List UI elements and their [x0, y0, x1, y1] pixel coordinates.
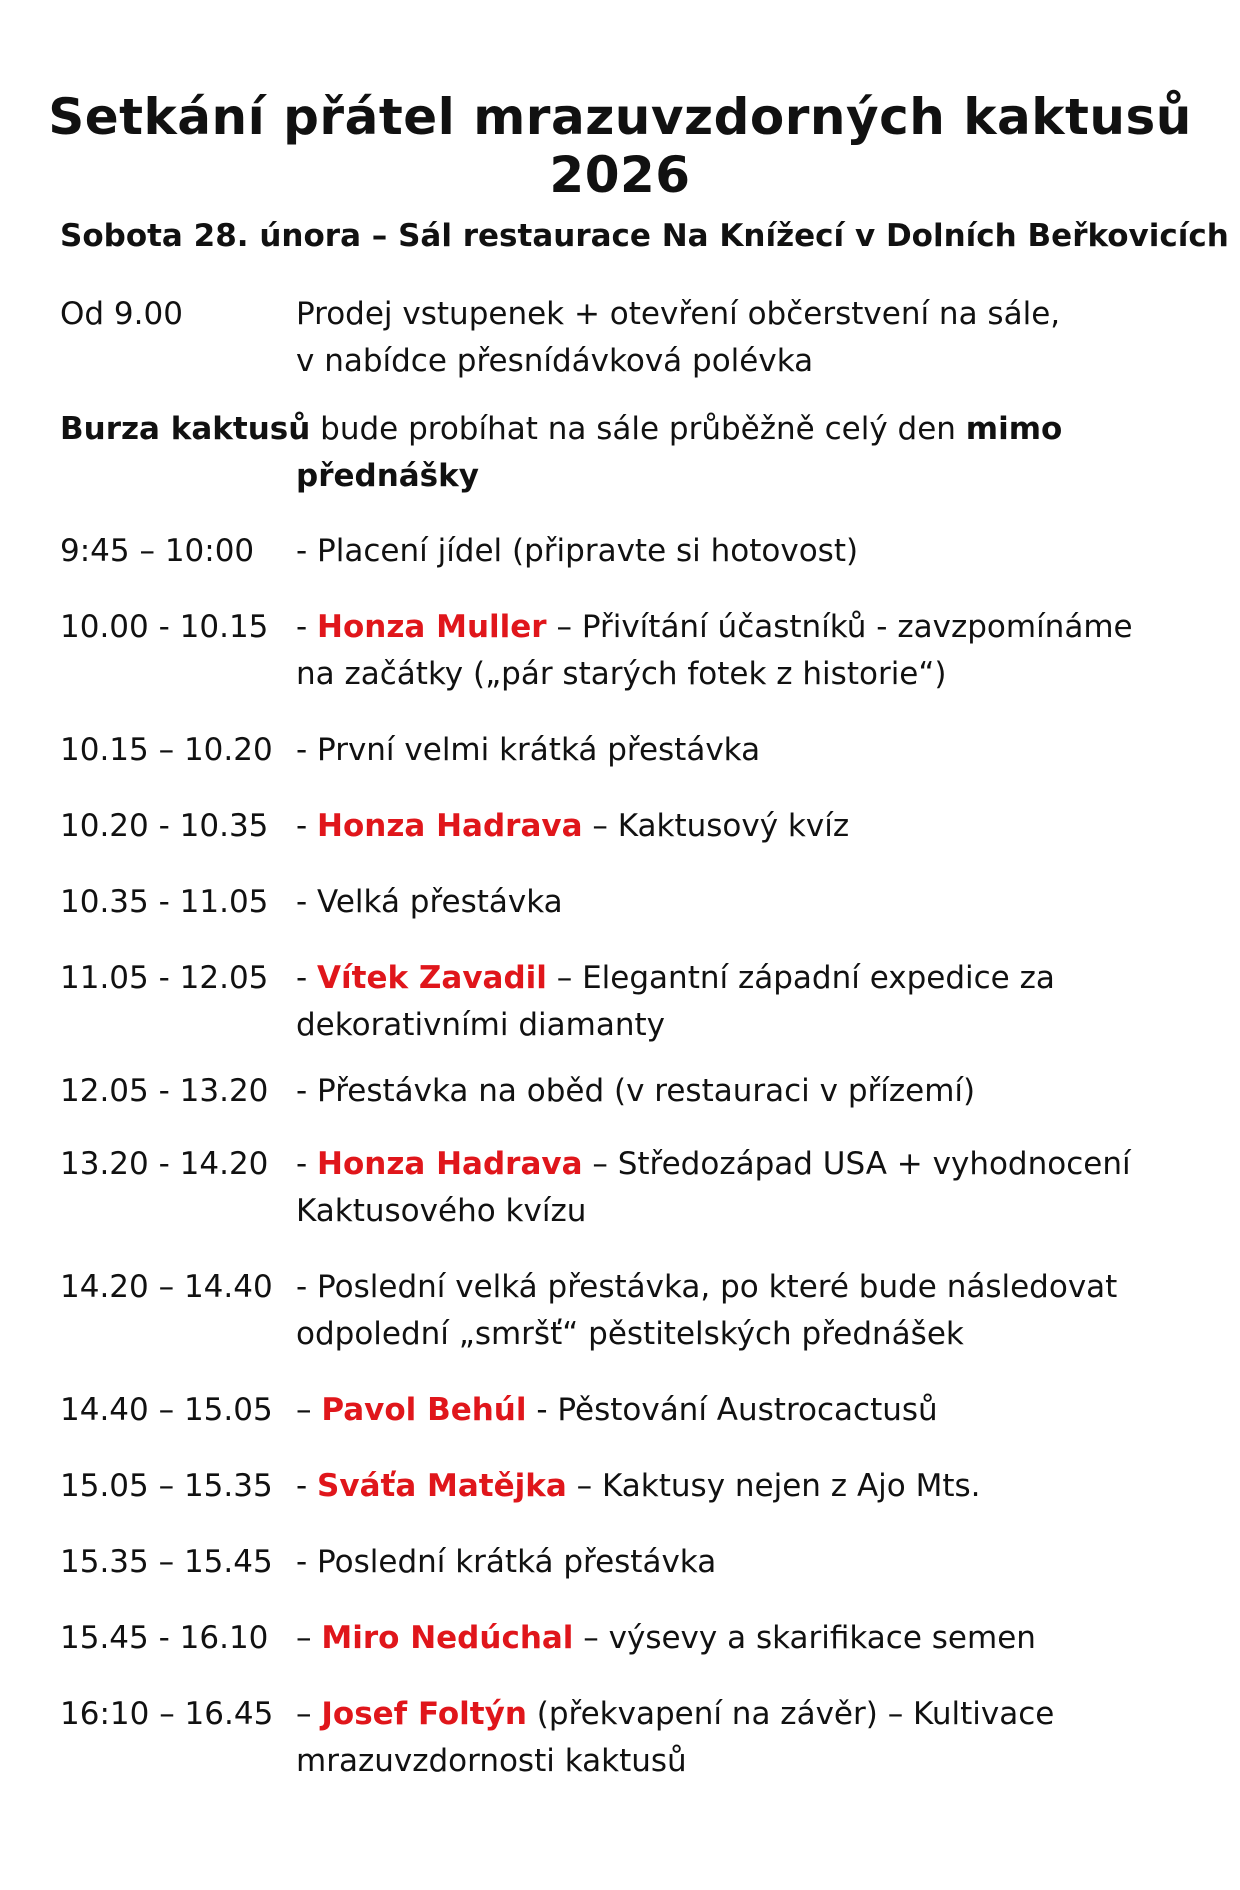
schedule-time: 12.05 - 13.20: [60, 1073, 269, 1109]
schedule-prefix: -: [296, 884, 318, 920]
schedule-line-2: Kaktusového kvízu: [296, 1193, 587, 1229]
schedule-time: 15.45 - 16.10: [60, 1620, 269, 1656]
schedule-line-1: [296, 1691, 1176, 1738]
schedule-line-2: na začátky („pár starých fotek z historie“): [296, 656, 947, 692]
schedule-description: [296, 1691, 1176, 1785]
schedule-prefix: -: [296, 732, 318, 768]
schedule-line-1: [296, 879, 1176, 926]
speaker-name: Miro Nedúchal: [321, 1620, 574, 1656]
burza-emphasis-1: mimo: [965, 411, 1063, 447]
schedule-time: 13.20 - 14.20: [60, 1146, 269, 1182]
event-date-venue: Sobota 28. února – Sál restaurace Na Knížecí v Dolních Beřkovicích: [60, 218, 1229, 254]
schedule-line-1: [296, 1539, 1176, 1586]
schedule-prefix: –: [296, 1620, 322, 1656]
schedule-description: [296, 1615, 1176, 1662]
schedule-description: [296, 1141, 1176, 1235]
schedule-line-1: [296, 528, 1176, 575]
schedule-time: 9:45 – 10:00: [60, 533, 255, 569]
schedule-line-1: [296, 803, 1176, 850]
burza-line-2: [60, 453, 1180, 500]
schedule-prefix: –: [296, 1392, 322, 1428]
schedule-description: [296, 604, 1176, 698]
schedule-time: 10.20 - 10.35: [60, 808, 269, 844]
schedule-description: [296, 879, 1176, 926]
page-title: Setkání přátel mrazuvzdorných kaktusů 2026: [48, 88, 1192, 204]
speaker-name: Sváťa Matějka: [317, 1468, 567, 1504]
speaker-name: Honza Hadrava: [317, 808, 583, 844]
schedule-time: 15.05 – 15.35: [60, 1468, 273, 1504]
speaker-name: Pavol Behúl: [321, 1392, 527, 1428]
schedule-description: [296, 803, 1176, 850]
schedule-text: Placení jídel (připravte si hotovost): [317, 533, 859, 569]
schedule-time: 14.40 – 15.05: [60, 1392, 273, 1428]
schedule-prefix: -: [296, 1269, 318, 1305]
schedule-text: (překvapení na závěr) – Kultivace: [526, 1696, 1055, 1732]
schedule-line-2: mrazuvzdornosti kaktusů: [296, 1743, 687, 1779]
schedule-text: – výsevy a skarifikace semen: [573, 1620, 1036, 1656]
schedule-line-2: odpolední „smršť“ pěstitelských přednášek: [296, 1316, 964, 1352]
schedule-text: – Elegantní západní expedice za: [546, 960, 1055, 996]
schedule-line-1: [296, 1141, 1176, 1188]
intro-line-2: v nabídce přesnídávková polévka: [296, 343, 814, 379]
schedule-description: [296, 1387, 1176, 1434]
schedule-line-1: [296, 1264, 1176, 1311]
schedule-prefix: -: [296, 609, 318, 645]
schedule-time: 10.35 - 11.05: [60, 884, 269, 920]
schedule-text: - Pěstování Austrocactusů: [526, 1392, 938, 1428]
schedule-text: Přestávka na oběd (v restauraci v přízemí): [317, 1073, 976, 1109]
intro-time: Od 9.00: [60, 296, 183, 332]
schedule-line-2: dekorativními diamanty: [296, 1007, 665, 1043]
schedule-description: [296, 955, 1176, 1049]
schedule-line-1: [296, 955, 1176, 1002]
schedule-time: 10.15 – 10.20: [60, 732, 273, 768]
speaker-name: Honza Muller: [317, 609, 547, 645]
schedule-description: [296, 528, 1176, 575]
schedule-description: [296, 1264, 1176, 1358]
intro-description: [296, 291, 1176, 385]
schedule-prefix: -: [296, 1073, 318, 1109]
schedule-description: [296, 727, 1176, 774]
schedule-line-1: [296, 1068, 1176, 1115]
schedule-prefix: –: [296, 1696, 322, 1732]
burza-text: bude probíhat na sále průběžně celý den: [310, 411, 966, 447]
schedule-text: – Přivítání účastníků - zavzpomínáme: [546, 609, 1133, 645]
schedule-time: 10.00 - 10.15: [60, 609, 269, 645]
schedule-time: 14.20 – 14.40: [60, 1269, 273, 1305]
speaker-name: Josef Foltýn: [321, 1696, 527, 1732]
schedule-text: – Kaktusy nejen z Ajo Mts.: [566, 1468, 981, 1504]
schedule-line-1: [296, 727, 1176, 774]
speaker-name: Vítek Zavadil: [317, 960, 547, 996]
burza-label: Burza kaktusů: [60, 411, 311, 447]
schedule-prefix: -: [296, 808, 318, 844]
schedule-text: První velmi krátká přestávka: [317, 732, 761, 768]
schedule-time: 16:10 – 16.45: [60, 1696, 274, 1732]
speaker-name: Honza Hadrava: [317, 1146, 583, 1182]
schedule-description: [296, 1539, 1176, 1586]
intro-line-1: Prodej vstupenek + otevření občerstvení na sále,: [296, 296, 1061, 332]
schedule-prefix: -: [296, 1544, 318, 1580]
schedule-text: Poslední krátká přestávka: [317, 1544, 717, 1580]
schedule-prefix: -: [296, 1468, 318, 1504]
schedule-time: 15.35 – 15.45: [60, 1544, 273, 1580]
schedule-prefix: -: [296, 1146, 318, 1182]
burza-row: [60, 406, 1180, 500]
burza-emphasis-2: přednášky: [296, 458, 479, 494]
schedule-description: [296, 1068, 1176, 1115]
schedule-prefix: -: [296, 960, 318, 996]
schedule-text: Velká přestávka: [317, 884, 563, 920]
schedule-line-1: [296, 604, 1176, 651]
schedule-prefix: -: [296, 533, 318, 569]
schedule-line-1: [296, 1387, 1176, 1434]
schedule-line-1: [296, 1615, 1176, 1662]
schedule-text: Poslední velká přestávka, po které bude následovat: [317, 1269, 1118, 1305]
schedule-text: – Kaktusový kvíz: [582, 808, 850, 844]
schedule-line-1: [296, 1463, 1176, 1510]
schedule-text: – Středozápad USA + vyhodnocení: [582, 1146, 1131, 1182]
schedule-time: 11.05 - 12.05: [60, 960, 269, 996]
burza-line-1: [60, 406, 1180, 453]
schedule-description: [296, 1463, 1176, 1510]
